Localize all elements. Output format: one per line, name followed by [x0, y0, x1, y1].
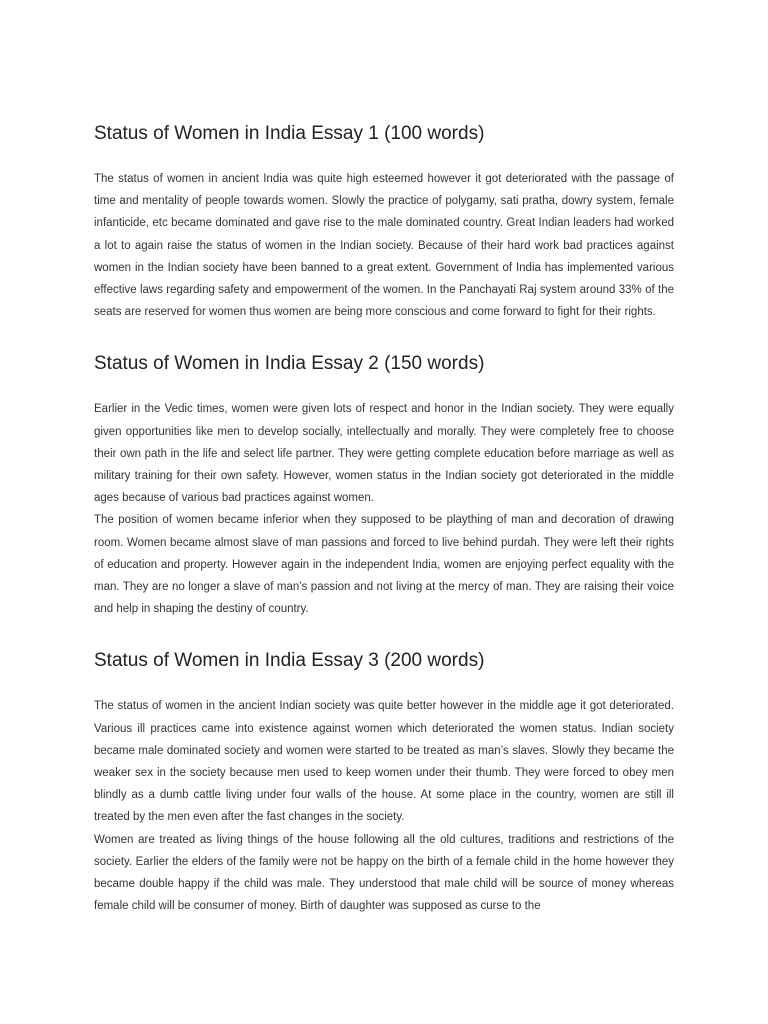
- essay-title: Status of Women in India Essay 3 (200 words): [94, 650, 485, 672]
- essay-paragraph: Women are treated as living things of the house following all the old cultures, traditions and restrictions of the society. Earlier the elders of the family were not be happy on the birth of a female child in the home however they became double happy if the child was male. They understood that male child will be source of money whereas female child will be consumer of money. Birth of daughter was supposed as curse to the: [94, 833, 674, 913]
- essay-paragraph: The status of women in ancient India was quite high esteemed however it got deteriorated with the passage of time and mentality of people towards women. Slowly the practice of polygamy, sati pratha, dowry system, female infanticide, etc became dominated and gave rise to the male dominated country. Great Indian leaders had worked a lot to again raise the status of women in the Indian society. Because of their hard work bad practices against women in the Indian society have been banned to a great extent. Government of India has implemented various effective laws regarding safety and empowerment of the women. In the Panchayati Raj system around 33% of the seats are reserved for women thus women are being more conscious and come forward to fight for their rights.: [94, 173, 674, 319]
- essay-3: [94, 648, 674, 917]
- essay-1: [94, 121, 674, 323]
- essay-title: Status of Women in India Essay 2 (150 words): [94, 353, 485, 375]
- essay-2: [94, 351, 674, 620]
- essay-paragraph: Earlier in the Vedic times, women were given lots of respect and honor in the Indian society. They were equally given opportunities like men to develop socially, intellectually and morally. They were completely free to choose their own path in the life and select life partner. They were getting complete education before marriage as well as military training for their own safety. However, women status in the Indian society got deteriorated in the middle ages because of various bad practices against women.: [94, 403, 674, 505]
- essay-paragraph: The status of women in the ancient Indian society was quite better however in the middle age it got deteriorated. Various ill practices came into existence against women which deteriorated the women status. Indian society became male dominated society and women were started to be treated as man’s slaves. Slowly they became the weaker sex in the society because men used to keep women under their thumb. They were forced to obey men blindly as a dumb cattle living under four walls of the house. At some place in the country, women are still ill treated by the men even after the fast changes in the society.: [94, 700, 674, 824]
- essay-title: Status of Women in India Essay 1 (100 words): [94, 123, 485, 144]
- essay-paragraph: The position of women became inferior when they supposed to be plaything of man and decoration of drawing room. Women became almost slave of man passions and forced to live behind purdah. They were left their rights of education and property. However again in the independent India, women are enjoying perfect equality with the man. They are no longer a slave of man’s passion and not living at the mercy of man. They are raising their voice and help in shaping the destiny of country.: [94, 514, 674, 616]
- document-page: [94, 121, 674, 917]
